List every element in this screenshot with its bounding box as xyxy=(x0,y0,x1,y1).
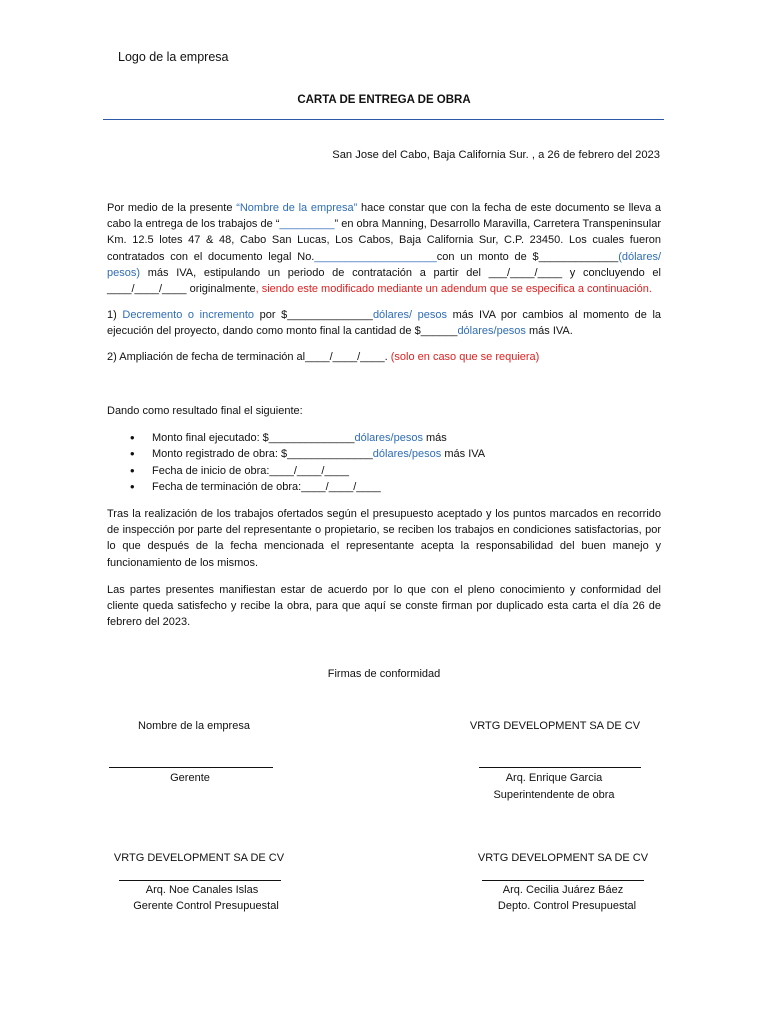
signer-2-role: Superintendente de obra xyxy=(493,789,615,801)
signer-1-company: Nombre de la empresa xyxy=(138,720,250,732)
item-1-text-3: más IVA. xyxy=(525,325,573,338)
final-amount-text: Monto final ejecutado: $______________ xyxy=(152,432,355,444)
list-item xyxy=(130,430,485,446)
signer-1-signature-line xyxy=(109,767,273,768)
intro-text-1: Por medio de la presente xyxy=(107,202,237,214)
legal-document-blank: ____________________ xyxy=(314,250,437,263)
company-logo-placeholder: Logo de la empresa xyxy=(118,50,229,64)
end-date-text: Fecha de terminación de obra:____/____/____ xyxy=(152,481,381,494)
addendum-note: , siendo este modificado mediante un adendum que se especifica a continuación. xyxy=(255,283,652,296)
company-name-placeholder: “Nombre de la empresa” xyxy=(236,202,358,214)
agreement-paragraph: Las partes presentes manifiestan estar de acuerdo por lo que con el pleno conocimiento y conformidad del cliente queda satisfecho y recibe la obra, para que aquí se conste firman por duplicado esta carta el día 26 de febrero del 2023. xyxy=(107,584,661,629)
item-1-blank-1: ______________ xyxy=(287,309,373,321)
intro-text-5: más IVA, estipulando un periodo de contratación a partir del ___/____/____ y concluyendo el ____/____/____ originalmente xyxy=(107,266,661,296)
list-item xyxy=(130,479,485,495)
registered-amount-text: Monto registrado de obra: $______________ xyxy=(152,448,373,461)
item-2-line xyxy=(107,351,539,363)
item-1-currency-2: dólares/pesos xyxy=(457,325,526,338)
item-2-note: (solo en caso que se requiera) xyxy=(390,351,540,363)
item-1-label: Decremento o incremento xyxy=(122,309,255,321)
signer-1-role: Gerente xyxy=(170,772,210,784)
acceptance-paragraph: Tras la realización de los trabajos ofertados según el presupuesto aceptado y los puntos marcados en recorrido de inspección por parte del representante o propietario, se reciben los trabajos en condiciones satisfactorias, por lo que después de la fecha mencionada el representante acepta la responsabilidad del buen manejo y funcionamiento de los mismos. xyxy=(107,508,661,569)
list-item xyxy=(130,463,485,479)
intro-text-4: con un monto de $ xyxy=(436,250,539,263)
signer-3-company: VRTG DEVELOPMENT SA DE CV xyxy=(113,852,285,864)
title-divider xyxy=(103,119,664,120)
signer-2-signature-line xyxy=(479,767,641,768)
document-title: CARTA DE ENTREGA DE OBRA xyxy=(297,94,471,106)
signer-3-name: Arq. Noe Canales Islas xyxy=(145,884,259,896)
registered-amount-suffix: más IVA xyxy=(441,448,486,461)
currency-option: (dólares/ pesos) xyxy=(107,250,662,279)
final-amount-suffix: más xyxy=(422,432,447,444)
intro-text-2: hace constar que con la fecha de este documento se lleva a cabo la entrega de los trabajos de “ xyxy=(107,202,662,231)
item-1-currency: dólares/ pesos xyxy=(372,309,448,321)
item-2-text: 2) Ampliación de fecha de terminación al____/____/____. xyxy=(107,351,391,363)
final-amount-currency: dólares/pesos xyxy=(354,432,423,444)
intro-paragraph xyxy=(107,200,661,297)
registered-amount-currency: dólares/pesos xyxy=(372,448,442,461)
item-1-blank-2: ______ xyxy=(420,325,458,338)
item-1-paragraph xyxy=(107,307,661,339)
signatures-heading: Firmas de conformidad xyxy=(327,668,441,680)
list-item xyxy=(130,446,485,462)
item-1-text-2: más IVA por cambios al momento de la ejecución del proyecto, dando como monto final la cantidad de $ xyxy=(107,309,662,338)
amount-blank: _____________ xyxy=(538,250,619,263)
works-blank: _________ xyxy=(279,218,335,231)
signer-4-company: VRTG DEVELOPMENT SA DE CV xyxy=(477,852,649,864)
result-intro: Dando como resultado final el siguiente: xyxy=(107,405,303,417)
signer-4-role: Depto. Control Presupuestal xyxy=(497,900,637,912)
signer-3-role: Gerente Control Presupuestal xyxy=(133,900,279,912)
place-and-date: San Jose del Cabo, Baja California Sur. , a 26 de febrero del 2023 xyxy=(332,149,660,161)
intro-text-3: ” en obra Manning, Desarrollo Maravilla, Carretera Transpeninsular Km. 12.5 lotes 47 & 48, Cabo San Lucas, Los Cabos, Baja California Sur, C.P. 23450. Los cuales fueron contratados con el documento legal No. xyxy=(107,218,661,263)
item-1-number: 1) xyxy=(107,309,123,321)
signer-2-company: VRTG DEVELOPMENT SA DE CV xyxy=(469,720,641,732)
start-date-text: Fecha de inicio de obra:____/____/____ xyxy=(152,464,349,477)
signer-3-signature-line xyxy=(119,880,281,881)
signer-4-signature-line xyxy=(482,880,644,881)
item-1-text-1: por $ xyxy=(254,309,288,321)
signer-2-name: Arq. Enrique Garcia xyxy=(505,772,603,784)
result-list xyxy=(130,430,485,496)
signer-4-name: Arq. Cecilia Juárez Báez xyxy=(502,884,624,896)
